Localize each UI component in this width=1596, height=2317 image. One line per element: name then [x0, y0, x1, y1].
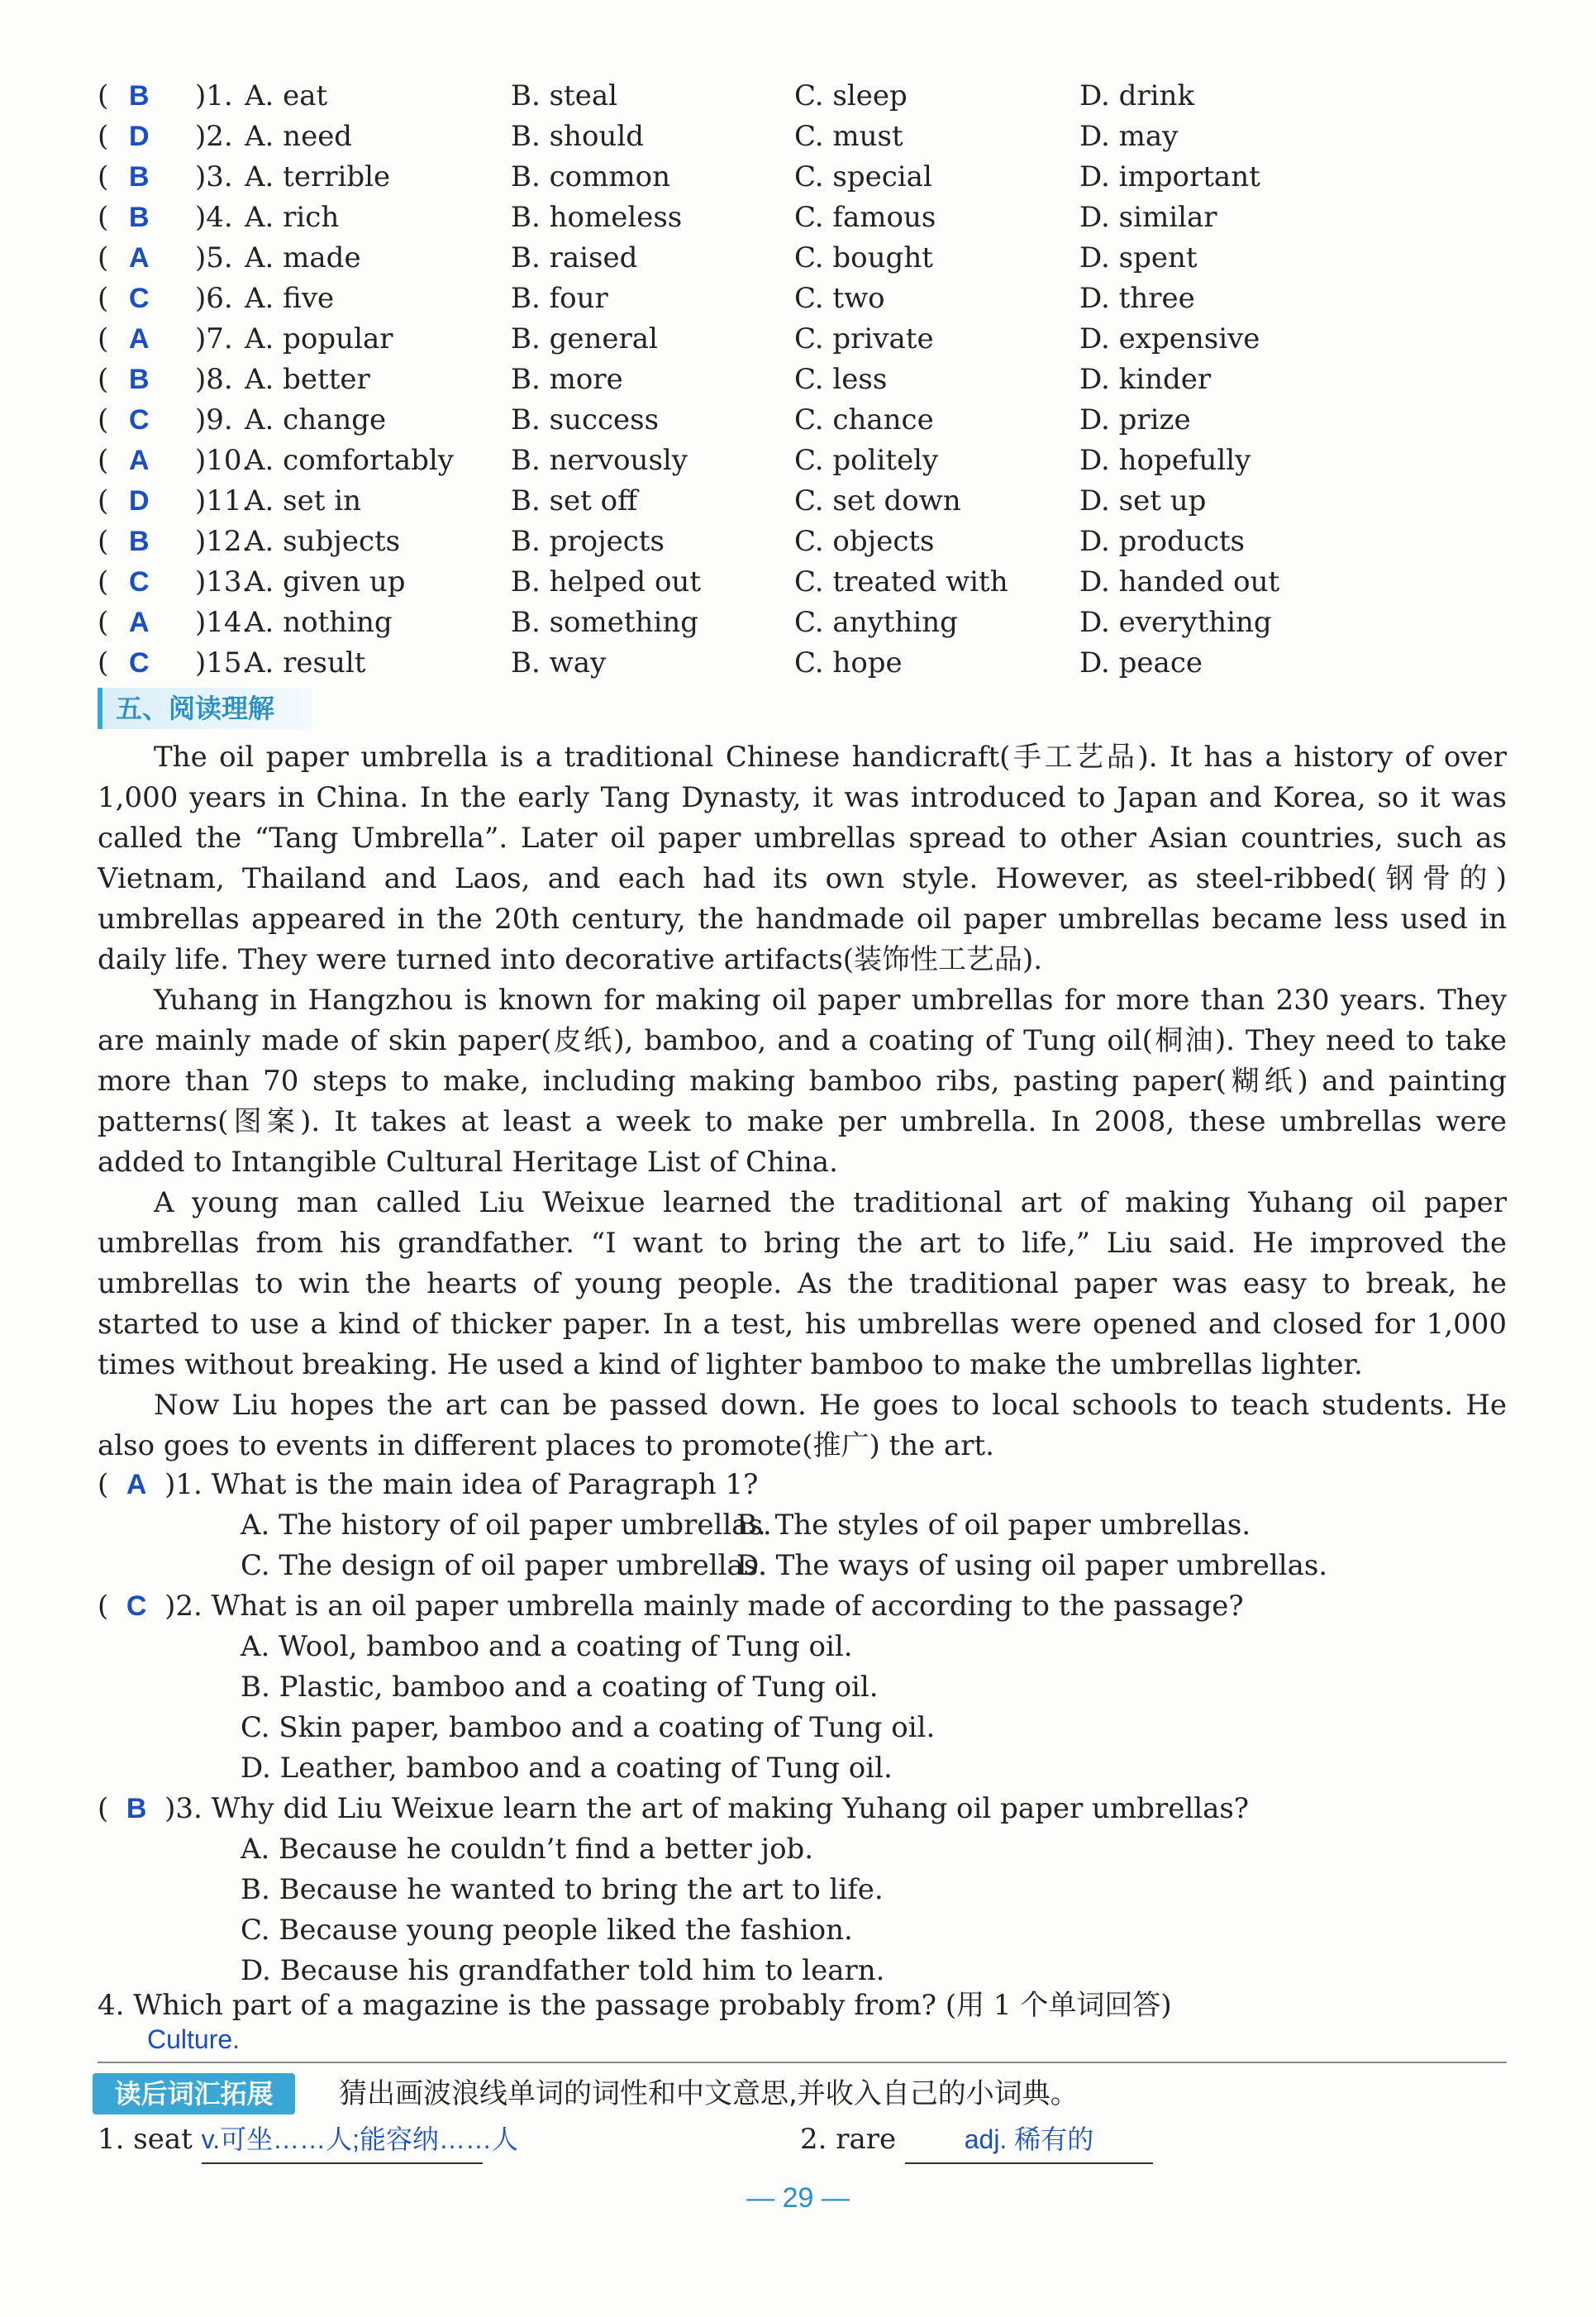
cloze-row — [98, 562, 1519, 603]
cloze-answer: A — [129, 445, 150, 476]
cloze-option-b: B. steal — [511, 79, 617, 112]
cloze-option-d: D. handed out — [1079, 565, 1280, 598]
cloze-number: )4. — [195, 201, 233, 234]
passage-paragraph-4: Now Liu hopes the art can be passed down. He goes to local schools to teach students. He also goes to events in different places to promote(推广) the art. — [98, 1389, 1507, 1462]
cloze-row — [98, 319, 1519, 360]
cloze-option-b: B. set off — [511, 484, 638, 517]
cloze-paren: ( — [98, 444, 109, 477]
question-3-answer: B — [126, 1793, 147, 1824]
cloze-option-d: D. expensive — [1079, 322, 1260, 355]
cloze-number: )1. — [195, 79, 233, 112]
divider-line — [98, 2062, 1507, 2063]
cloze-option-d: D. set up — [1079, 484, 1207, 517]
vocab-section-tag: [读后词汇拓展] — [93, 2073, 295, 2114]
question-3-option-c: C. Because young people liked the fashion. — [241, 1914, 853, 1947]
cloze-row — [98, 198, 1519, 238]
cloze-number: )10. — [195, 444, 251, 477]
question-1-option-d: D. The ways of using oil paper umbrellas. — [736, 1549, 1328, 1582]
cloze-paren: ( — [98, 160, 109, 193]
cloze-option-c: C. bought — [794, 241, 933, 274]
cloze-answer: C — [129, 566, 150, 598]
question-2-answer: C — [126, 1590, 147, 1622]
cloze-option-c: C. two — [794, 282, 885, 315]
cloze-number: )2. — [195, 120, 233, 153]
cloze-option-d: D. everything — [1079, 606, 1272, 639]
cloze-answer: D — [129, 485, 150, 517]
question-4-stem: 4. Which part of a magazine is the passage probably from? (用 1 个单词回答) — [98, 1989, 1172, 2022]
cloze-option-c: C. must — [794, 120, 903, 153]
cloze-row — [98, 279, 1519, 319]
cloze-option-c: C. sleep — [794, 79, 908, 112]
cloze-paren: ( — [98, 403, 109, 436]
reading-passage — [98, 737, 1507, 1466]
cloze-option-c: C. hope — [794, 646, 903, 679]
cloze-option-d: D. kinder — [1079, 363, 1212, 396]
cloze-option-a: A. better — [245, 363, 370, 396]
section-title: 五、阅读理解 — [98, 688, 312, 729]
vocab-instruction: 猜出画波浪线单词的词性和中文意思,并收入自己的小词典。 — [339, 2077, 1079, 2110]
cloze-option-c: C. famous — [794, 201, 936, 234]
vocab-item-1-label: 1. seat — [98, 2123, 193, 2156]
cloze-number: )8. — [195, 363, 233, 396]
cloze-row — [98, 441, 1519, 481]
vocab-item-1-answer: v.可坐……人;能容纳……人 — [202, 2116, 483, 2164]
cloze-answer: C — [129, 647, 150, 679]
cloze-paren: ( — [98, 484, 109, 517]
cloze-row — [98, 481, 1519, 522]
cloze-option-b: B. success — [511, 403, 660, 436]
question-4-answer: Culture. — [147, 2024, 241, 2054]
cloze-option-a: A. change — [245, 403, 387, 436]
cloze-row — [98, 522, 1519, 562]
cloze-paren: ( — [98, 525, 109, 558]
cloze-option-a: A. rich — [245, 201, 340, 234]
cloze-option-c: C. special — [794, 160, 932, 193]
cloze-option-a: A. made — [245, 241, 361, 274]
question-1-option-a: A. The history of oil paper umbrellas. — [241, 1509, 772, 1542]
vocab-item-1 — [98, 2116, 518, 2164]
cloze-number: )9. — [195, 403, 233, 436]
cloze-option-a: A. result — [245, 646, 366, 679]
cloze-option-c: C. less — [794, 363, 888, 396]
cloze-answer: A — [129, 607, 150, 638]
cloze-answer: B — [129, 364, 150, 395]
cloze-number: )7. — [195, 322, 233, 355]
cloze-option-b: B. nervously — [511, 444, 688, 477]
cloze-option-d: D. products — [1079, 525, 1245, 558]
cloze-option-c: C. set down — [794, 484, 961, 517]
cloze-number: )6. — [195, 282, 233, 315]
cloze-number: )11. — [195, 484, 251, 517]
page-number: — 29 — — [746, 2182, 850, 2214]
cloze-number: )5. — [195, 241, 233, 274]
cloze-option-b: B. homeless — [511, 201, 683, 234]
cloze-option-a: A. eat — [245, 79, 328, 112]
cloze-paren: ( — [98, 606, 109, 639]
cloze-row — [98, 360, 1519, 400]
cloze-paren: ( — [98, 322, 109, 355]
cloze-answer: C — [129, 404, 150, 436]
cloze-option-d: D. spent — [1079, 241, 1198, 274]
cloze-option-a: A. popular — [245, 322, 393, 355]
question-1-stem: ( A )1. What is the main idea of Paragraph 1? — [98, 1468, 759, 1501]
cloze-paren: ( — [98, 201, 109, 234]
question-3 — [98, 1789, 1519, 1991]
cloze-option-c: C. chance — [794, 403, 934, 436]
question-1-option-c: C. The design of oil paper umbrellas. — [241, 1549, 768, 1582]
cloze-paren: ( — [98, 120, 109, 153]
cloze-option-d: D. prize — [1079, 403, 1191, 436]
cloze-number: )15. — [195, 646, 251, 679]
cloze-answer: B — [129, 526, 150, 557]
cloze-answer-grid — [98, 76, 1519, 684]
cloze-option-a: A. given up — [245, 565, 406, 598]
question-3-option-d: D. Because his grandfather told him to learn. — [241, 1954, 885, 1987]
passage-paragraph-3: A young man called Liu Weixue learned the traditional art of making Yuhang oil paper umbrellas from his grandfather. “I want to bring the art to life,” Liu said. He improved the umbrellas to win the hearts of young people. As the traditional paper was easy to break, he started to use a kind of thicker paper. In a test, his umbrellas were opened and closed for 1,000 times without breaking. He used a kind of lighter bamboo to make the umbrellas lighter. — [98, 1186, 1507, 1381]
cloze-option-c: C. politely — [794, 444, 939, 477]
question-1-option-b: B. The styles of oil paper umbrellas. — [736, 1509, 1251, 1542]
cloze-option-b: B. four — [511, 282, 608, 315]
cloze-option-c: C. treated with — [794, 565, 1008, 598]
cloze-number: )13. — [195, 565, 251, 598]
question-1 — [98, 1465, 1519, 1586]
cloze-paren: ( — [98, 79, 109, 112]
question-2-option-c: C. Skin paper, bamboo and a coating of Tung oil. — [241, 1711, 936, 1744]
cloze-option-c: C. private — [794, 322, 934, 355]
question-2-option-d: D. Leather, bamboo and a coating of Tung oil. — [241, 1752, 893, 1785]
vocab-item-2-label: 2. rare — [800, 2123, 897, 2156]
cloze-paren: ( — [98, 241, 109, 274]
question-1-options-row-2 — [98, 1546, 1519, 1586]
cloze-option-a: A. subjects — [245, 525, 401, 558]
cloze-option-a: A. set in — [245, 484, 361, 517]
vocab-item-2 — [800, 2116, 1153, 2164]
question-1-options-row-1 — [98, 1505, 1519, 1546]
cloze-number: )12. — [195, 525, 251, 558]
cloze-paren: ( — [98, 282, 109, 315]
question-2 — [98, 1586, 1519, 1789]
cloze-row — [98, 643, 1519, 684]
cloze-option-a: A. five — [245, 282, 335, 315]
question-1-answer: A — [126, 1469, 147, 1500]
cloze-option-b: B. way — [511, 646, 607, 679]
cloze-answer: D — [129, 121, 150, 152]
question-2-option-a: A. Wool, bamboo and a coating of Tung oil. — [241, 1630, 853, 1663]
cloze-option-a: A. terrible — [245, 160, 391, 193]
cloze-option-d: D. hopefully — [1079, 444, 1251, 477]
cloze-option-d: D. important — [1079, 160, 1260, 193]
cloze-option-b: B. common — [511, 160, 670, 193]
cloze-option-b: B. should — [511, 120, 644, 153]
cloze-option-b: B. projects — [511, 525, 665, 558]
cloze-answer: A — [129, 323, 150, 355]
passage-paragraph-1: The oil paper umbrella is a traditional Chinese handicraft(手工艺品). It has a history of over 1,000 years in China. In the early Tang Dynasty, it was introduced to Japan and Korea, so it was called the “Tang Umbrella”. Later oil paper umbrellas spread to other Asian countries, such as Vietnam, Thailand and Laos, and each had its own style. However, as steel-ribbed(钢骨的) umbrellas appeared in the 20th century, the handmade oil paper umbrellas became less used in daily life. They were turned into decorative artifacts(装饰性工艺品). — [98, 741, 1507, 976]
cloze-row — [98, 603, 1519, 643]
cloze-answer: B — [129, 161, 150, 193]
cloze-row — [98, 400, 1519, 441]
cloze-number: )3. — [195, 160, 233, 193]
cloze-option-c: C. anything — [794, 606, 958, 639]
question-2-stem: ( C )2. What is an oil paper umbrella mainly made of according to the passage? — [98, 1590, 1244, 1623]
cloze-option-a: A. nothing — [245, 606, 393, 639]
cloze-option-c: C. objects — [794, 525, 935, 558]
cloze-option-d: D. three — [1079, 282, 1195, 315]
cloze-option-b: B. something — [511, 606, 698, 639]
cloze-option-a: A. comfortably — [245, 444, 455, 477]
cloze-option-b: B. general — [511, 322, 658, 355]
cloze-paren: ( — [98, 646, 109, 679]
cloze-paren: ( — [98, 565, 109, 598]
cloze-option-d: D. may — [1079, 120, 1179, 153]
cloze-option-b: B. raised — [511, 241, 638, 274]
cloze-option-b: B. helped out — [511, 565, 701, 598]
cloze-paren: ( — [98, 363, 109, 396]
cloze-option-a: A. need — [245, 120, 353, 153]
passage-paragraph-2: Yuhang in Hangzhou is known for making oil paper umbrellas for more than 230 years. They are mainly made of skin paper(皮纸), bamboo, and a coating of Tung oil(桐油). They need to take more than 70 steps to make, including making bamboo ribs, pasting paper(糊纸) and painting patterns(图案). It takes at least a week to make per umbrella. In 2008, these umbrellas were added to Intangible Cultural Heritage List of China. — [98, 984, 1507, 1179]
vocab-item-2-answer: adj. 稀有的 — [905, 2116, 1153, 2164]
cloze-row — [98, 157, 1519, 198]
cloze-row — [98, 238, 1519, 279]
question-2-option-b: B. Plastic, bamboo and a coating of Tung oil. — [241, 1671, 879, 1704]
question-3-stem: ( B )3. Why did Liu Weixue learn the art of making Yuhang oil paper umbrellas? — [98, 1792, 1250, 1825]
cloze-number: )14. — [195, 606, 251, 639]
cloze-row — [98, 117, 1519, 157]
cloze-row — [98, 76, 1519, 117]
cloze-answer: A — [129, 242, 150, 274]
question-3-option-b: B. Because he wanted to bring the art to life. — [241, 1873, 884, 1906]
cloze-option-b: B. more — [511, 363, 623, 396]
cloze-option-d: D. peace — [1079, 646, 1203, 679]
cloze-answer: C — [129, 283, 150, 314]
cloze-answer: B — [129, 80, 150, 112]
cloze-option-d: D. similar — [1079, 201, 1217, 234]
cloze-answer: B — [129, 202, 150, 233]
cloze-option-d: D. drink — [1079, 79, 1195, 112]
question-3-option-a: A. Because he couldn’t find a better job. — [241, 1833, 814, 1866]
